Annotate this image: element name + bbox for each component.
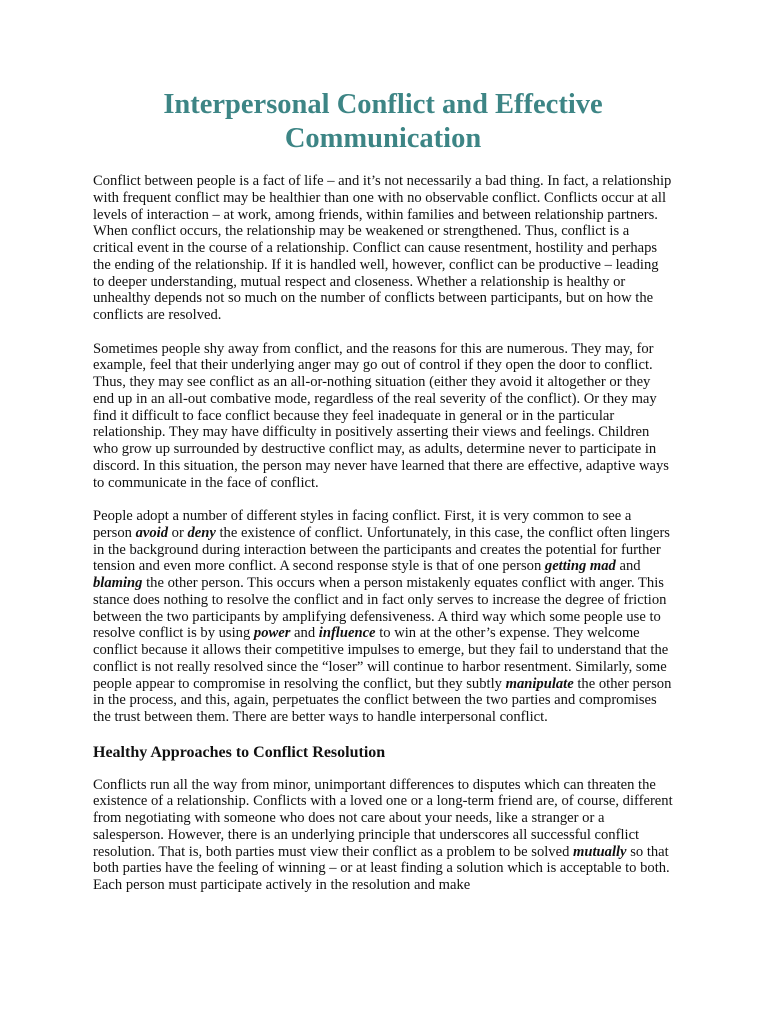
body-paragraph-2: [93, 341, 673, 492]
paragraph-text: Conflict between people is a fact of life – and it’s not necessarily a bad thing. In fact, a relationship with frequent conflict may be healthier than one with no observable conflict. Conflicts occur at all levels of interaction – at work, among friends, within families and between relationship partners. When conflict occurs, the relationship may be weakened or strengthened. Thus, conflict is a critical event in the course of a relationship. Conflict can cause resentment, hostility and perhaps the ending of the relationship. If it is handled well, however, conflict can be productive – leading to deeper understanding, mutual respect and closeness. Whether a relationship is healthy or unhealthy depends not so much on the number of conflicts between participants, but on how the conflicts are resolved.: [93, 173, 672, 323]
emphasized-term: blaming: [93, 575, 143, 591]
section-heading: Healthy Approaches to Conflict Resolution: [93, 743, 386, 761]
emphasized-term: manipulate: [505, 675, 574, 692]
body-paragraph-3: [93, 508, 673, 726]
emphasized-term: deny: [187, 524, 216, 541]
emphasized-term: getting mad: [544, 558, 616, 575]
paragraph-text: to win at the other’s expense. They welcome conflict because it allows their competitive impulses to emerge, but they fail to understand that the conflict is not really resolved since the “loser” will continue to harbor resentment. Similarly, some people appear to compromise in resolving the conflict, but they subtly: [93, 625, 669, 692]
paragraph-text: and: [615, 558, 641, 575]
paragraph-text: the other person. This occurs when a person mistakenly equates conflict with anger. This stance does nothing to resolve the conflict and in fact only serves to increase the degree of friction between the two participants by amplifying defensiveness. A third way which some people use to resolve conflict is by using: [93, 575, 667, 642]
paragraph-text: so that both parties have the feeling of winning – or at least finding a solution which is acceptable to both. Each person must participate actively in the resolution and make: [93, 843, 670, 893]
body-paragraph-4: [93, 777, 673, 894]
paragraph-text: and: [290, 625, 319, 642]
emphasized-term: power: [253, 625, 291, 642]
paragraph-text: the other person in the process, and this, again, perpetuates the conflict between the two parties and compromises the trust between them. There are better ways to handle interpersonal conflict.: [93, 675, 672, 725]
body-paragraph-1: [93, 173, 673, 324]
emphasized-term: mutually: [573, 843, 627, 860]
emphasized-term: influence: [318, 625, 376, 642]
paragraph-text: or: [168, 524, 188, 541]
document-page: [93, 88, 673, 911]
paragraph-text: Sometimes people shy away from conflict, and the reasons for this are numerous. They may, for example, feel that their underlying anger may go out of control if they open the door to conflict. Thus, they may see conflict as an all-or-nothing situation (either they avoid it altogether or they end up in an all-out combative mode, regardless of the real severity of the conflict). Or they may find it difficult to face conflict because they feel inadequate in general or in the particular relationship. They may have difficulty in positively asserting their views and feelings. Children who grow up surrounded by destructive conflict may, as adults, determine never to participate in discord. In this situation, the person may never have learned that there are effective, adaptive ways to communicate in the face of conflict.: [93, 340, 669, 491]
paragraph-text: the existence of conflict. Unfortunately, in this case, the conflict often lingers in the background during interaction between the participants and creates the potential for further tension and even more conflict. A second response style is that of one person: [93, 524, 670, 575]
emphasized-term: avoid: [135, 524, 168, 541]
paragraph-text: Conflicts run all the way from minor, unimportant differences to disputes which can threaten the existence of a relationship. Conflicts with a loved one or a long-term friend are, of course, different from negotiating with someone who does not care about your needs, like a stranger or a salesperson. However, there is an underlying principle that underscores all successful conflict resolution. That is, both parties must view their conflict as a problem to be solved: [93, 776, 673, 860]
document-title: Interpersonal Conflict and Effective Communication: [163, 89, 603, 154]
paragraph-text: People adopt a number of different styles in facing conflict. First, it is very common to see a person: [93, 508, 632, 541]
